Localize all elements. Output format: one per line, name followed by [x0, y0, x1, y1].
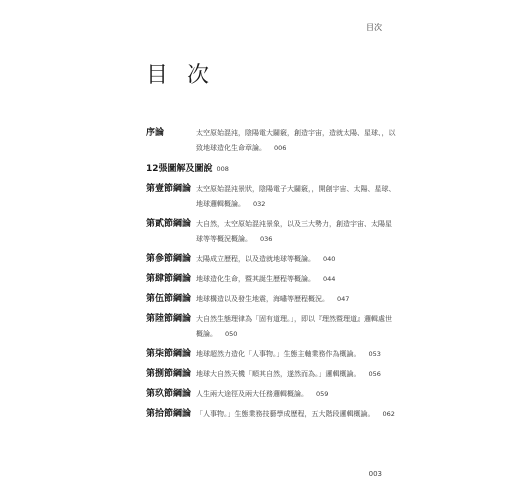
toc-entry — [146, 347, 396, 362]
toc-entry-label: 序論 — [146, 128, 165, 138]
toc-entry-page: 008 — [216, 165, 229, 173]
toc-entry — [146, 312, 396, 342]
toc-entry-page: 032 — [253, 200, 266, 208]
toc-entry — [146, 292, 396, 307]
toc-entry — [146, 367, 396, 382]
toc-entry-text-wrap — [196, 312, 396, 342]
toc-entry-text-wrap — [196, 272, 396, 287]
toc-entry-text-wrap — [196, 347, 396, 362]
toc-entry-label: 第壹節綱論 — [146, 184, 192, 194]
toc-entry-label: 第陸節綱論 — [146, 314, 192, 324]
toc-entry-text: 地球構造以及發生地震，海嘯等歷程概況。 — [196, 295, 329, 303]
page-title: 目 次 — [146, 63, 215, 88]
toc-entry-text-wrap — [196, 126, 396, 156]
toc-entry-page: 062 — [382, 410, 395, 418]
toc-entry-label: 第參節綱論 — [146, 254, 192, 264]
toc-entry-text: 大自然生態理律為「固有道理。」，即以『理然暨理道』邏輯處世概論。 — [196, 315, 392, 338]
toc-entry-text-wrap — [196, 217, 396, 247]
toc-entry — [146, 272, 396, 287]
toc-entry — [146, 252, 396, 267]
toc-entry — [146, 407, 396, 422]
toc-entry-label: 第肆節綱論 — [146, 274, 192, 284]
toc-list — [146, 126, 396, 427]
toc-entry-label: 12張圖解及圖說 — [146, 164, 213, 174]
toc-entry-page: 044 — [323, 275, 336, 283]
toc-entry-label: 第玖節綱論 — [146, 389, 192, 399]
toc-entry-label: 第貳節綱論 — [146, 219, 192, 229]
toc-entry-label: 第柒節綱論 — [146, 349, 192, 359]
toc-entry — [146, 126, 396, 156]
toc-entry-text: 太空原始混沌景狀，陰陽電子大闢竅，，開創宇宙、太陽、星球、地球邏輯概論。 — [196, 185, 396, 208]
toc-entry-text: 地球造化生命，暨其誕生歷程等概論。 — [196, 275, 315, 283]
toc-entry-text-wrap — [196, 252, 396, 267]
toc-entry-text: 「人事物。」生態業務技藝學成歷程，五大階段邏輯概論。 — [196, 410, 375, 418]
running-head: 目次 — [366, 23, 382, 32]
toc-entry-page: 047 — [337, 295, 350, 303]
toc-entry-page: 056 — [368, 370, 381, 378]
page-number: 003 — [368, 470, 382, 478]
toc-entry-page: 006 — [274, 144, 287, 152]
toc-entry-text: 太陽成立歷程，以及造就地球等概論。 — [196, 255, 315, 263]
toc-entry-text: 人生兩大途徑及兩大任務邏輯概論。 — [196, 390, 308, 398]
toc-entry-label: 第伍節綱論 — [146, 294, 192, 304]
toc-entry-text-wrap — [196, 182, 396, 212]
toc-entry-label: 第拾節綱論 — [146, 409, 192, 419]
toc-entry-text: 太空原始混沌，陰陽電大闢竅，創造宇宙，造就太陽、星球、，以致地球造化生命章論。 — [196, 129, 396, 152]
toc-entry-page: 040 — [323, 255, 336, 263]
toc-entry-text-wrap — [196, 367, 396, 382]
toc-entry-text-wrap — [196, 292, 396, 307]
toc-entry-text-wrap — [196, 387, 396, 402]
toc-entry-text: 地球超然力造化「人事物。」生態主軸業務作為概論。 — [196, 350, 361, 358]
toc-entry-page: 050 — [225, 330, 238, 338]
toc-entry-text: 大自然，太空原始混沌景象，以及三大勢力，創造宇宙、太陽星球等等概況概論。 — [196, 220, 392, 243]
toc-entry-page: 059 — [316, 390, 329, 398]
toc-entry — [146, 387, 396, 402]
toc-entry — [146, 217, 396, 247]
toc-entry — [146, 162, 396, 177]
toc-entry-label: 第捌節綱論 — [146, 369, 192, 379]
toc-entry-page: 036 — [260, 235, 273, 243]
toc-entry-text-wrap — [217, 162, 396, 177]
toc-entry-text-wrap — [196, 407, 396, 422]
toc-entry-text: 地球大自然天機「順其自然，遂然而為。」邏輯概論。 — [196, 370, 361, 378]
toc-entry-page: 053 — [368, 350, 381, 358]
toc-entry — [146, 182, 396, 212]
